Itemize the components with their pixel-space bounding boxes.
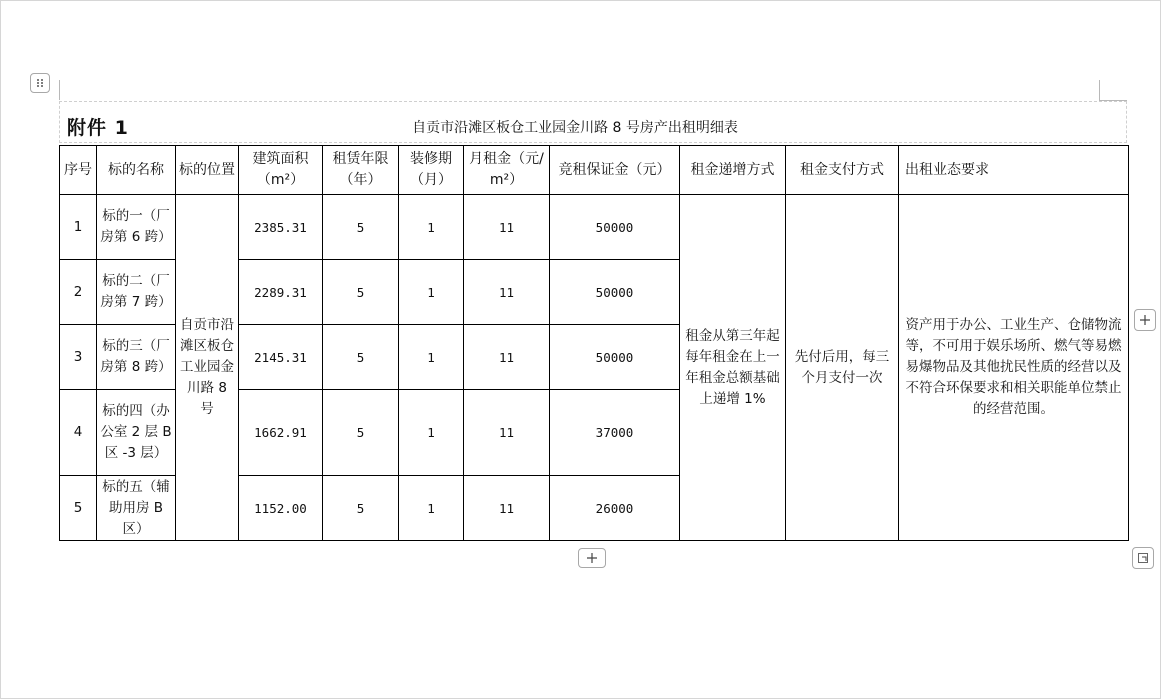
header-rent[interactable]: 月租金（元/m²） xyxy=(464,146,550,195)
header-name[interactable]: 标的名称 xyxy=(97,146,176,195)
cell-renovation[interactable]: 1 xyxy=(399,476,464,541)
cell-name[interactable]: 标的四（办公室 2 层 B 区 -3 层） xyxy=(97,390,176,476)
cell-name[interactable]: 标的二（厂房第 7 跨） xyxy=(97,260,176,325)
header-business[interactable]: 出租业态要求 xyxy=(899,146,1129,195)
cell-seq[interactable]: 1 xyxy=(60,195,97,260)
cell-area[interactable]: 1152.00 xyxy=(239,476,323,541)
cell-increase[interactable]: 租金从第三年起每年租金在上一年租金总额基础上递增 1% xyxy=(680,195,786,541)
cell-term[interactable]: 5 xyxy=(323,476,399,541)
header-term[interactable]: 租赁年限（年） xyxy=(323,146,399,195)
cell-rent[interactable]: 11 xyxy=(464,476,550,541)
cell-area[interactable]: 2145.31 xyxy=(239,325,323,390)
cell-renovation[interactable]: 1 xyxy=(399,325,464,390)
cell-name[interactable]: 标的五（辅助用房 B 区） xyxy=(97,476,176,541)
cell-renovation[interactable]: 1 xyxy=(399,260,464,325)
cell-rent[interactable]: 11 xyxy=(464,390,550,476)
cell-deposit[interactable]: 26000 xyxy=(550,476,680,541)
cell-seq[interactable]: 2 xyxy=(60,260,97,325)
cell-deposit[interactable]: 50000 xyxy=(550,325,680,390)
cell-renovation[interactable]: 1 xyxy=(399,195,464,260)
cell-term[interactable]: 5 xyxy=(323,260,399,325)
cell-payment[interactable]: 先付后用，每三个月支付一次 xyxy=(786,195,899,541)
add-row-button[interactable] xyxy=(578,548,606,568)
header-renovation[interactable]: 装修期（月） xyxy=(399,146,464,195)
plus-icon xyxy=(587,553,597,563)
cell-seq[interactable]: 5 xyxy=(60,476,97,541)
cell-rent[interactable]: 11 xyxy=(464,195,550,260)
table-row xyxy=(60,195,1129,260)
cell-location[interactable]: 自贡市沿滩区板仓工业园金川路 8 号 xyxy=(176,195,239,541)
cell-rent[interactable]: 11 xyxy=(464,260,550,325)
table-resize-handle[interactable] xyxy=(1132,547,1154,569)
cell-rent[interactable]: 11 xyxy=(464,325,550,390)
cell-renovation[interactable]: 1 xyxy=(399,390,464,476)
header-area[interactable]: 建筑面积（m²） xyxy=(239,146,323,195)
cell-area[interactable]: 1662.91 xyxy=(239,390,323,476)
header-location[interactable]: 标的位置 xyxy=(176,146,239,195)
rental-detail-table xyxy=(59,145,1129,541)
cell-area[interactable]: 2289.31 xyxy=(239,260,323,325)
cell-seq[interactable]: 4 xyxy=(60,390,97,476)
cell-deposit[interactable]: 37000 xyxy=(550,390,680,476)
header-increase[interactable]: 租金递增方式 xyxy=(680,146,786,195)
table-header-row xyxy=(60,146,1129,195)
annex-label: 附件 1 xyxy=(67,117,129,139)
cell-deposit[interactable]: 50000 xyxy=(550,195,680,260)
add-column-button[interactable] xyxy=(1134,309,1156,331)
cell-term[interactable]: 5 xyxy=(323,325,399,390)
cell-term[interactable]: 5 xyxy=(323,195,399,260)
cell-seq[interactable]: 3 xyxy=(60,325,97,390)
plus-icon xyxy=(1140,315,1150,325)
header-payment[interactable]: 租金支付方式 xyxy=(786,146,899,195)
header-seq[interactable]: 序号 xyxy=(60,146,97,195)
document-title: 自贡市沿滩区板仓工业园金川路 8 号房产出租明细表 xyxy=(412,120,738,136)
cell-business[interactable]: 资产用于办公、工业生产、仓储物流等，不可用于娱乐场所、燃气等易燃易爆物品及其他扰民性质的经营以及不符合环保要求和相关职能单位禁止的经营范围。 xyxy=(899,195,1129,541)
resize-corner-icon xyxy=(1137,552,1149,564)
cell-term[interactable]: 5 xyxy=(323,390,399,476)
move-handle-icon xyxy=(35,78,45,88)
header-deposit[interactable]: 竞租保证金（元） xyxy=(550,146,680,195)
margin-mark-right xyxy=(1099,80,1100,100)
cell-name[interactable]: 标的一（厂房第 6 跨） xyxy=(97,195,176,260)
cell-name[interactable]: 标的三（厂房第 8 跨） xyxy=(97,325,176,390)
table-move-handle[interactable] xyxy=(30,73,50,93)
cell-deposit[interactable]: 50000 xyxy=(550,260,680,325)
margin-mark-left xyxy=(59,80,60,100)
cell-area[interactable]: 2385.31 xyxy=(239,195,323,260)
